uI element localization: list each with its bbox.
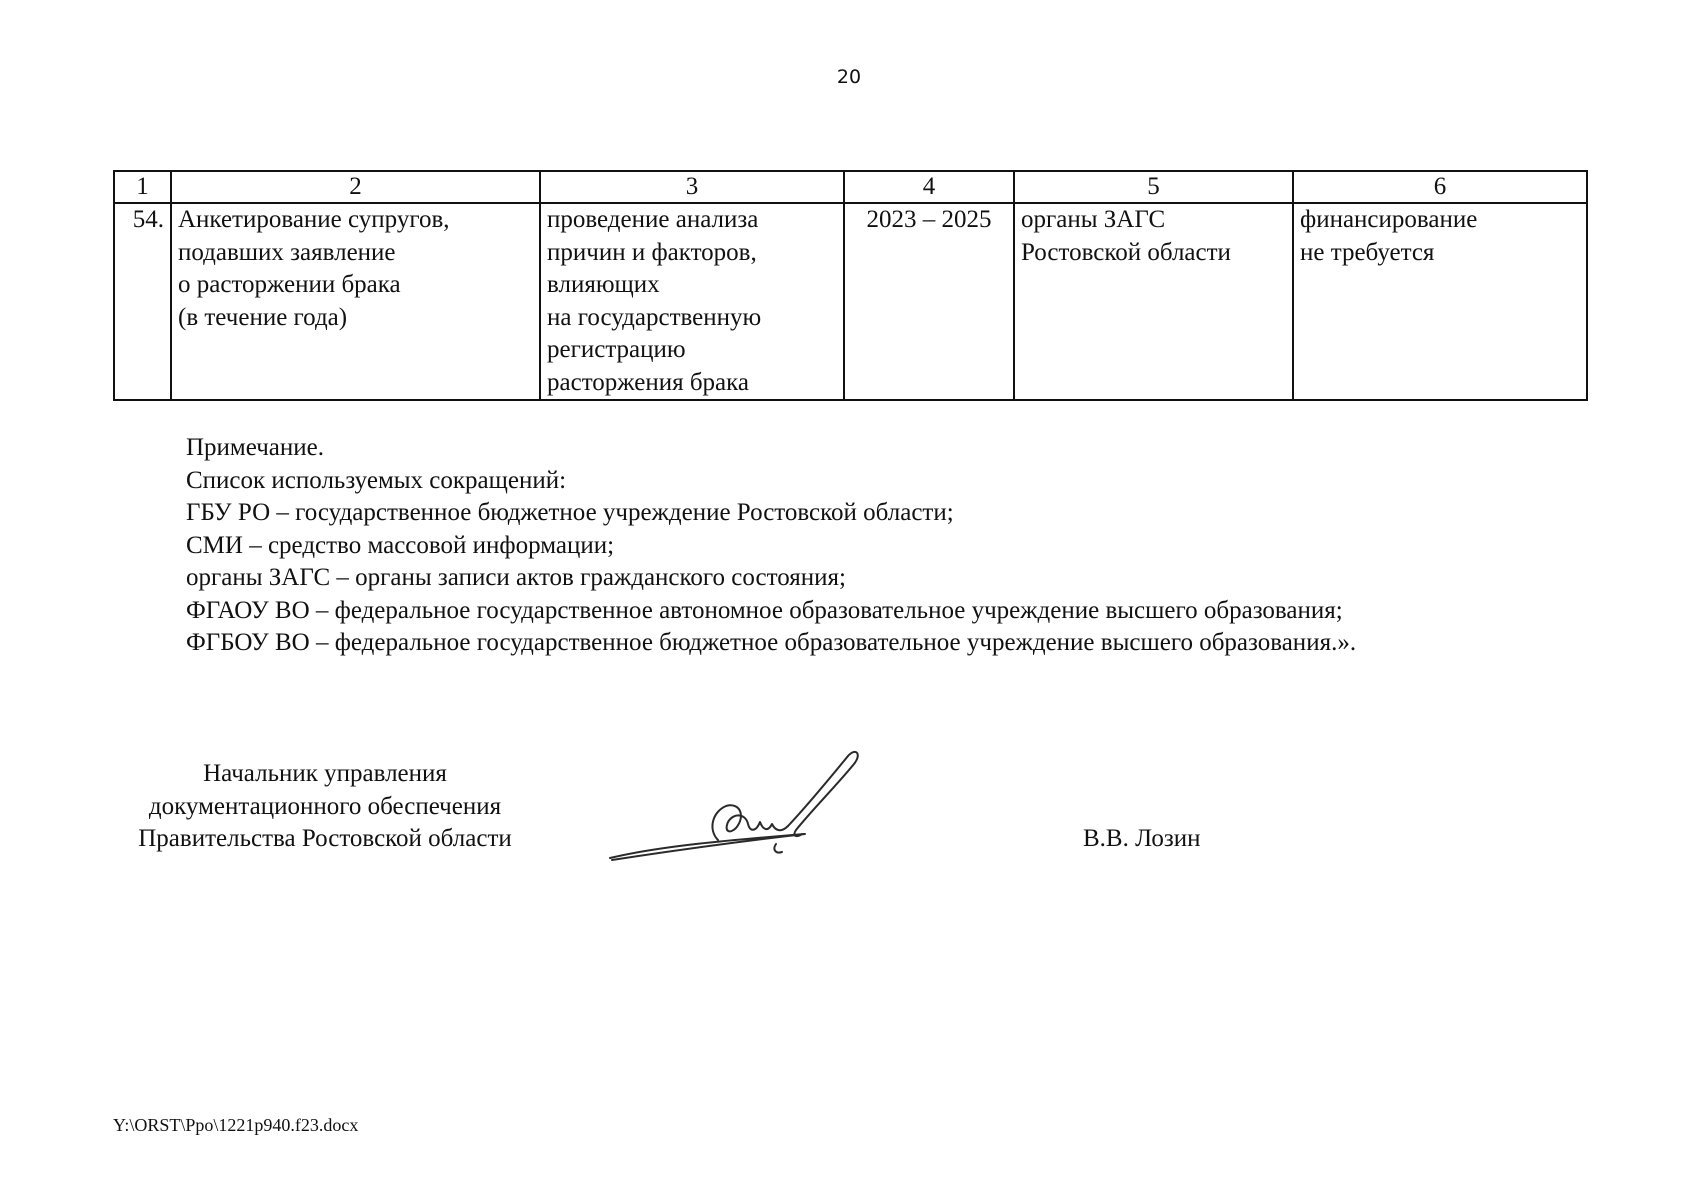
notes-title: Примечание. [186,434,325,461]
purpose-line: влияющих [547,271,660,298]
period-cell: 2023 – 2025 [844,203,1014,400]
purpose-line: регистрацию [547,336,686,363]
event-line: (в течение года) [178,303,348,331]
signer-name: В.В. Лозин [1083,825,1201,852]
measures-table [113,170,1588,401]
header-cell: 1 [114,171,171,203]
purpose-line: проведение анализа [547,206,759,233]
abbreviation-item: ГБУ РО – государственное бюджетное учреждение Ростовской области; [186,499,954,526]
header-cell: 5 [1014,171,1293,203]
abbreviation-item: ФГАОУ ВО – федеральное государственное автономное образовательное учреждение высшего образования; [186,596,1343,624]
abbreviation-item: СМИ – средство массовой информации; [186,531,615,559]
event-line: Анкетирование супругов, [178,206,450,233]
purpose-line: причин и факторов, [547,238,757,266]
event-cell [171,203,540,400]
purpose-cell [540,203,844,400]
event-line: подавших заявление [178,238,396,266]
abbreviation-item: органы ЗАГС – органы записи актов гражданского состояния; [186,564,846,591]
signer-position-line: документационного обеспечения [148,792,502,820]
signer-position [100,758,550,856]
executor-line: Ростовской области [1021,238,1231,266]
table-row [114,203,1587,400]
table-header-row [114,171,1587,203]
executor-line: органы ЗАГС [1021,206,1166,233]
abbreviation-item: ФГБОУ ВО – федеральное государственное бюджетное образовательное учреждение высшего образования.». [186,629,1357,656]
page-number: 20 [836,66,862,88]
notes-subtitle: Список используемых сокращений: [186,466,567,494]
executor-cell [1014,203,1293,400]
purpose-line: расторжения брака [547,368,750,396]
purpose-line: на государственную [547,303,762,331]
header-cell: 6 [1293,171,1587,203]
header-cell: 3 [540,171,844,203]
signer-position-line: Правительства Ростовской области [138,825,512,852]
event-line: о расторжении брака [178,271,401,298]
row-number: 54. [114,203,171,400]
funding-line: не требуется [1300,238,1435,266]
funding-line: финансирование [1300,206,1478,233]
signer-position-line: Начальник управления [203,760,447,787]
header-cell: 4 [844,171,1014,203]
handwritten-signature [600,748,900,878]
funding-cell [1293,203,1587,400]
header-cell: 2 [171,171,540,203]
notes-section [186,432,1356,660]
file-path: Y:\ORST\Ppo\1221p940.f23.docx [113,1115,359,1135]
